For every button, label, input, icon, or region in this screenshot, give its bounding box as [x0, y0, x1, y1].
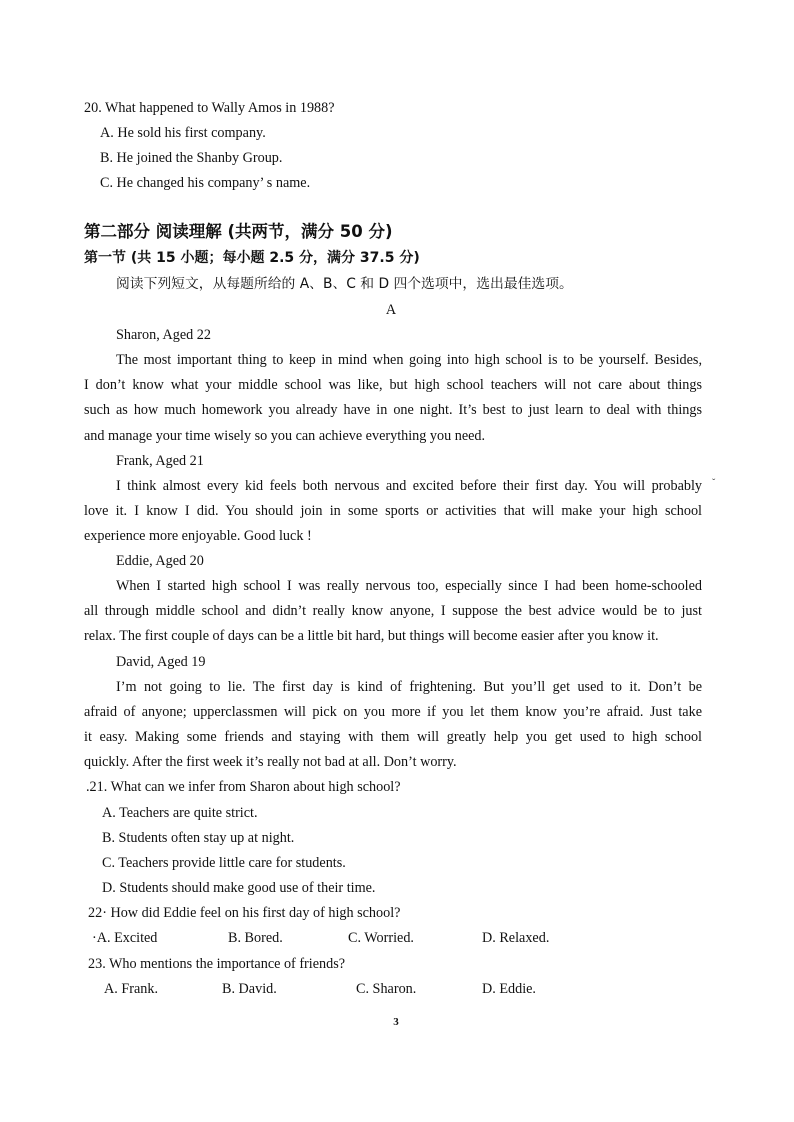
frank-line-3: experience more enjoyable. Good luck ! [84, 528, 312, 544]
q20-stem: 20. What happened to Wally Amos in 1988? [84, 100, 335, 116]
eddie-line-1: When I started high school I was really nervous too, especially since I had been home-schooled [116, 578, 702, 594]
q20-option-c: C. He changed his company’ s name. [100, 175, 311, 191]
eddie-line-2: all through middle school and didn’t really know anyone, I suppose the best advice would be to just [84, 603, 702, 619]
q23-option-c: C. Sharon. [356, 981, 417, 997]
q23-option-a: A. Frank. [104, 981, 158, 997]
q23-option-d: D. Eddie. [482, 981, 536, 997]
david-line-1: I’m not going to lie. The first day is kind of frightening. But you’ll get used to it. Don’t be [116, 679, 702, 695]
sharon-line-1: The most important thing to keep in mind when going into high school is to be yourself. Besides, [116, 352, 702, 368]
david-line-3: it easy. Making some friends and staying with them will greatly help you get used to high school [84, 729, 702, 745]
eddie-line-3: relax. The first couple of days can be a little bit hard, but things will become easier after you know it. [84, 628, 659, 644]
passage-label: A [385, 302, 397, 318]
reading-instruction: 阅读下列短文，从每题所给的 A、B、C 和 D 四个选项中，选出最佳选项。 [116, 276, 573, 292]
speaker-david: David, Aged 19 [116, 654, 206, 670]
q21-option-c: C. Teachers provide little care for students. [102, 855, 346, 871]
q23-stem: 23. Who mentions the importance of friends? [88, 956, 346, 972]
scan-mark: ˇ [712, 478, 716, 489]
sharon-line-2: I don’t know what your middle school was like, but high school teachers will not care about things [84, 377, 702, 393]
q22-option-c: C. Worried. [348, 930, 414, 946]
q21-option-d: D. Students should make good use of their time. [102, 880, 376, 896]
q22-stem: 22· How did Eddie feel on his first day of high school? [88, 905, 401, 921]
speaker-frank: Frank, Aged 21 [116, 453, 204, 469]
frank-line-1: I think almost every kid feels both nervous and excited before their first day. You will probably [116, 478, 702, 494]
david-line-2: afraid of anyone; upperclassmen will pick on you more if you let them know you’re afraid. Just take [84, 704, 702, 720]
q23-option-b: B. David. [222, 981, 277, 997]
section1-heading: 第一节 (共 15 小题；每小题 2.5 分，满分 37.5 分) [84, 250, 420, 266]
frank-line-2: love it. I know I did. You should join in some sports or activities that will make your high school [84, 503, 702, 519]
q21-option-b: B. Students often stay up at night. [102, 830, 295, 846]
q21-option-a: A. Teachers are quite strict. [102, 805, 258, 821]
speaker-sharon: Sharon, Aged 22 [116, 327, 211, 343]
sharon-line-4: and manage your time wisely so you can achieve everything you need. [84, 428, 486, 444]
q22-option-a: ·A. Excited [92, 930, 158, 946]
q21-stem: .21. What can we infer from Sharon about high school? [86, 779, 401, 795]
speaker-eddie: Eddie, Aged 20 [116, 553, 204, 569]
q20-option-a: A. He sold his first company. [100, 125, 266, 141]
q20-option-b: B. He joined the Shanby Group. [100, 150, 283, 166]
part2-title: 第二部分 阅读理解 (共两节，满分 50 分) [84, 222, 393, 241]
sharon-line-3: such as how much homework you already have in one night. It’s best to just learn to deal with things [84, 402, 702, 418]
q22-option-b: B. Bored. [228, 930, 283, 946]
q22-option-d: D. Relaxed. [482, 930, 550, 946]
david-line-4: quickly. After the first week it’s really not bad at all. Don’t worry. [84, 754, 457, 770]
page-number: 3 [393, 1016, 399, 1028]
